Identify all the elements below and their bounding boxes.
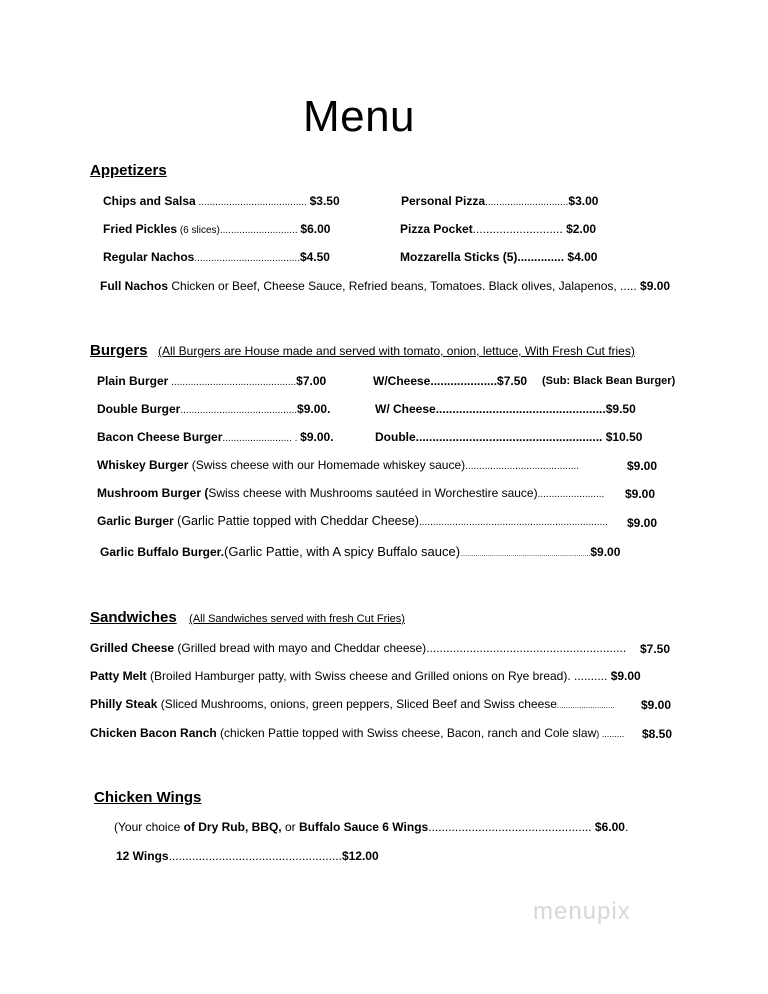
item-price: $9.50 [605, 402, 636, 416]
menu-item [103, 250, 330, 264]
item-dots: ............................ [219, 225, 301, 236]
item-price: $9.00 [590, 545, 621, 559]
item-dots: ...................................... [194, 253, 300, 264]
item-description: (Broiled Hamburger patty, with Swiss cheese and Grilled onions on Rye bread). .......... [146, 669, 611, 683]
item-price: $2.00 [566, 222, 597, 236]
menu-item [97, 486, 604, 500]
wing-option-dry-rub-bbq: of Dry Rub, BBQ, [183, 820, 282, 834]
menu-item [97, 514, 608, 528]
item-description: (Garlic Pattie, with A spicy Buffalo sauce) [224, 544, 461, 559]
menu-item [97, 374, 326, 388]
menu-item [401, 194, 598, 208]
menu-item [90, 641, 626, 655]
appetizers-heading: Appetizers [90, 162, 167, 179]
item-name: Personal Pizza [401, 194, 486, 208]
item-description: Chicken or Beef, Cheese Sauce, Refried beans, Tomatoes. Black olives, Jalapenos, ..... [168, 279, 641, 293]
menu-item [373, 374, 527, 388]
wing-option-buffalo: Buffalo Sauce 6 Wings [298, 820, 429, 834]
item-price: $4.00 [567, 250, 598, 264]
menu-item [375, 402, 636, 416]
item-dots: .......................................... [180, 405, 298, 416]
item-name: Garlic Buffalo Burger. [100, 545, 225, 559]
menu-item [103, 194, 340, 208]
item-price: $9.00 [625, 487, 656, 501]
menu-item [100, 544, 620, 559]
item-dots: ........................ [537, 489, 605, 500]
menu-item [90, 669, 641, 683]
item-price: $3.00 [568, 194, 599, 208]
item-price: $6.00 [300, 222, 331, 236]
item-price: $9.00 [627, 459, 658, 473]
item-note: (6 slices) [177, 225, 220, 236]
item-name: 12 Wings [116, 849, 169, 863]
item-dots: .............................. [485, 197, 569, 208]
menu-item [114, 820, 628, 834]
item-name: Double Burger [97, 402, 181, 416]
sandwiches-header [90, 609, 405, 627]
sandwiches-note: (All Sandwiches served with fresh Cut Fries) [189, 613, 405, 625]
item-price: $9.00. [297, 402, 331, 416]
burgers-heading: Burgers [90, 342, 148, 359]
item-name: Grilled Cheese [90, 641, 175, 655]
menu-item [90, 697, 615, 711]
item-dots: ....................................... [195, 197, 310, 208]
item-dots: ................................................. [428, 820, 595, 834]
item-name: Mozzarella Sticks (5) [400, 250, 518, 264]
menu-item [400, 250, 597, 264]
item-description: (Grilled bread with mayo and Cheddar cheese) [174, 641, 427, 655]
item-dots: ......................................... [465, 461, 580, 472]
burgers-note: (All Burgers are House made and served with tomato, onion, lettuce, With Fresh Cut fries) [157, 344, 635, 358]
item-dots: .................... [430, 374, 498, 388]
item-name: W/Cheese [373, 374, 431, 388]
item-name: Bacon Cheese Burger [97, 430, 223, 444]
menu-item [97, 458, 579, 472]
item-dots: ............................................................ [426, 641, 627, 655]
item-price: $8.50 [642, 727, 673, 741]
item-name: Plain Burger [97, 374, 169, 388]
item-price: $7.50 [640, 642, 671, 656]
item-description-or: or [281, 820, 299, 834]
item-name: Philly Steak [90, 697, 158, 711]
item-name: Whiskey Burger [97, 458, 189, 472]
item-dots: .......................... [556, 701, 615, 710]
menu-item [100, 279, 670, 293]
item-description: (Swiss cheese with our Homemade whiskey sauce) [188, 458, 466, 472]
menu-item [97, 402, 330, 416]
menupix-watermark: menupix [533, 898, 631, 925]
menu-item [400, 222, 596, 236]
item-dots: ......................... . [222, 433, 301, 444]
item-price: $7.00 [296, 374, 327, 388]
menu-item [90, 726, 624, 740]
item-name: W/ Cheese [375, 402, 436, 416]
item-dots: .................................................................... [418, 517, 608, 528]
item-price: $9.00 [627, 516, 658, 530]
item-price: $3.50 [309, 194, 340, 208]
item-name: Fried Pickles [103, 222, 178, 236]
item-description: Swiss cheese with Mushrooms sautéed in Worchestire sauce) [208, 486, 538, 500]
item-dots: ) ......... [596, 729, 625, 739]
item-name: Double [375, 430, 416, 444]
item-name: Regular Nachos [103, 250, 195, 264]
menu-item [375, 430, 642, 444]
chicken-wings-heading: Chicken Wings [94, 789, 202, 806]
item-price: $7.50 [497, 374, 528, 388]
item-price: $9.00 [641, 698, 672, 712]
item-name: Full Nachos [100, 279, 169, 293]
item-name: Garlic Burger [97, 514, 174, 528]
item-price: $12.00 [341, 849, 379, 863]
menu-item [116, 849, 379, 863]
item-name: Chips and Salsa [103, 194, 196, 208]
item-dots: ........................................................ [415, 430, 606, 444]
item-name: Chicken Bacon Ranch [90, 726, 217, 740]
item-description: (Garlic Pattie topped with Cheddar Cheese) [173, 514, 419, 528]
item-price: $4.50 [299, 250, 330, 264]
item-tail: . [624, 820, 629, 834]
item-dots: ........................... [472, 222, 567, 236]
item-dots: ............................................. [168, 377, 297, 388]
menu-title: Menu [302, 92, 416, 141]
burgers-header [90, 342, 635, 360]
item-price: $9.00. [300, 430, 334, 444]
item-dots: ................................................................... [460, 551, 591, 558]
item-description: (Sliced Mushrooms, onions, green peppers, Sliced Beef and Swiss cheese [157, 697, 557, 711]
item-dots: .............. [517, 250, 568, 264]
item-name: Mushroom Burger ( [97, 486, 209, 500]
item-description: (Your choice [114, 820, 184, 834]
sub-black-bean-note: (Sub: Black Bean Burger) [542, 375, 676, 387]
item-price: $10.50 [605, 430, 643, 444]
item-description: (chicken Pattie topped with Swiss cheese, Bacon, ranch and Cole slaw [216, 726, 597, 740]
item-price: $9.00 [640, 279, 671, 293]
item-price: $9.00 [610, 669, 641, 683]
item-price: $6.00 [594, 820, 625, 834]
item-dots: .................................................... [168, 849, 342, 863]
menu-item [103, 222, 330, 236]
item-name: Patty Melt [90, 669, 147, 683]
menu-item [97, 430, 334, 444]
item-name: Pizza Pocket [400, 222, 473, 236]
item-dots: ................................................... [435, 402, 606, 416]
sandwiches-heading: Sandwiches [90, 609, 177, 626]
